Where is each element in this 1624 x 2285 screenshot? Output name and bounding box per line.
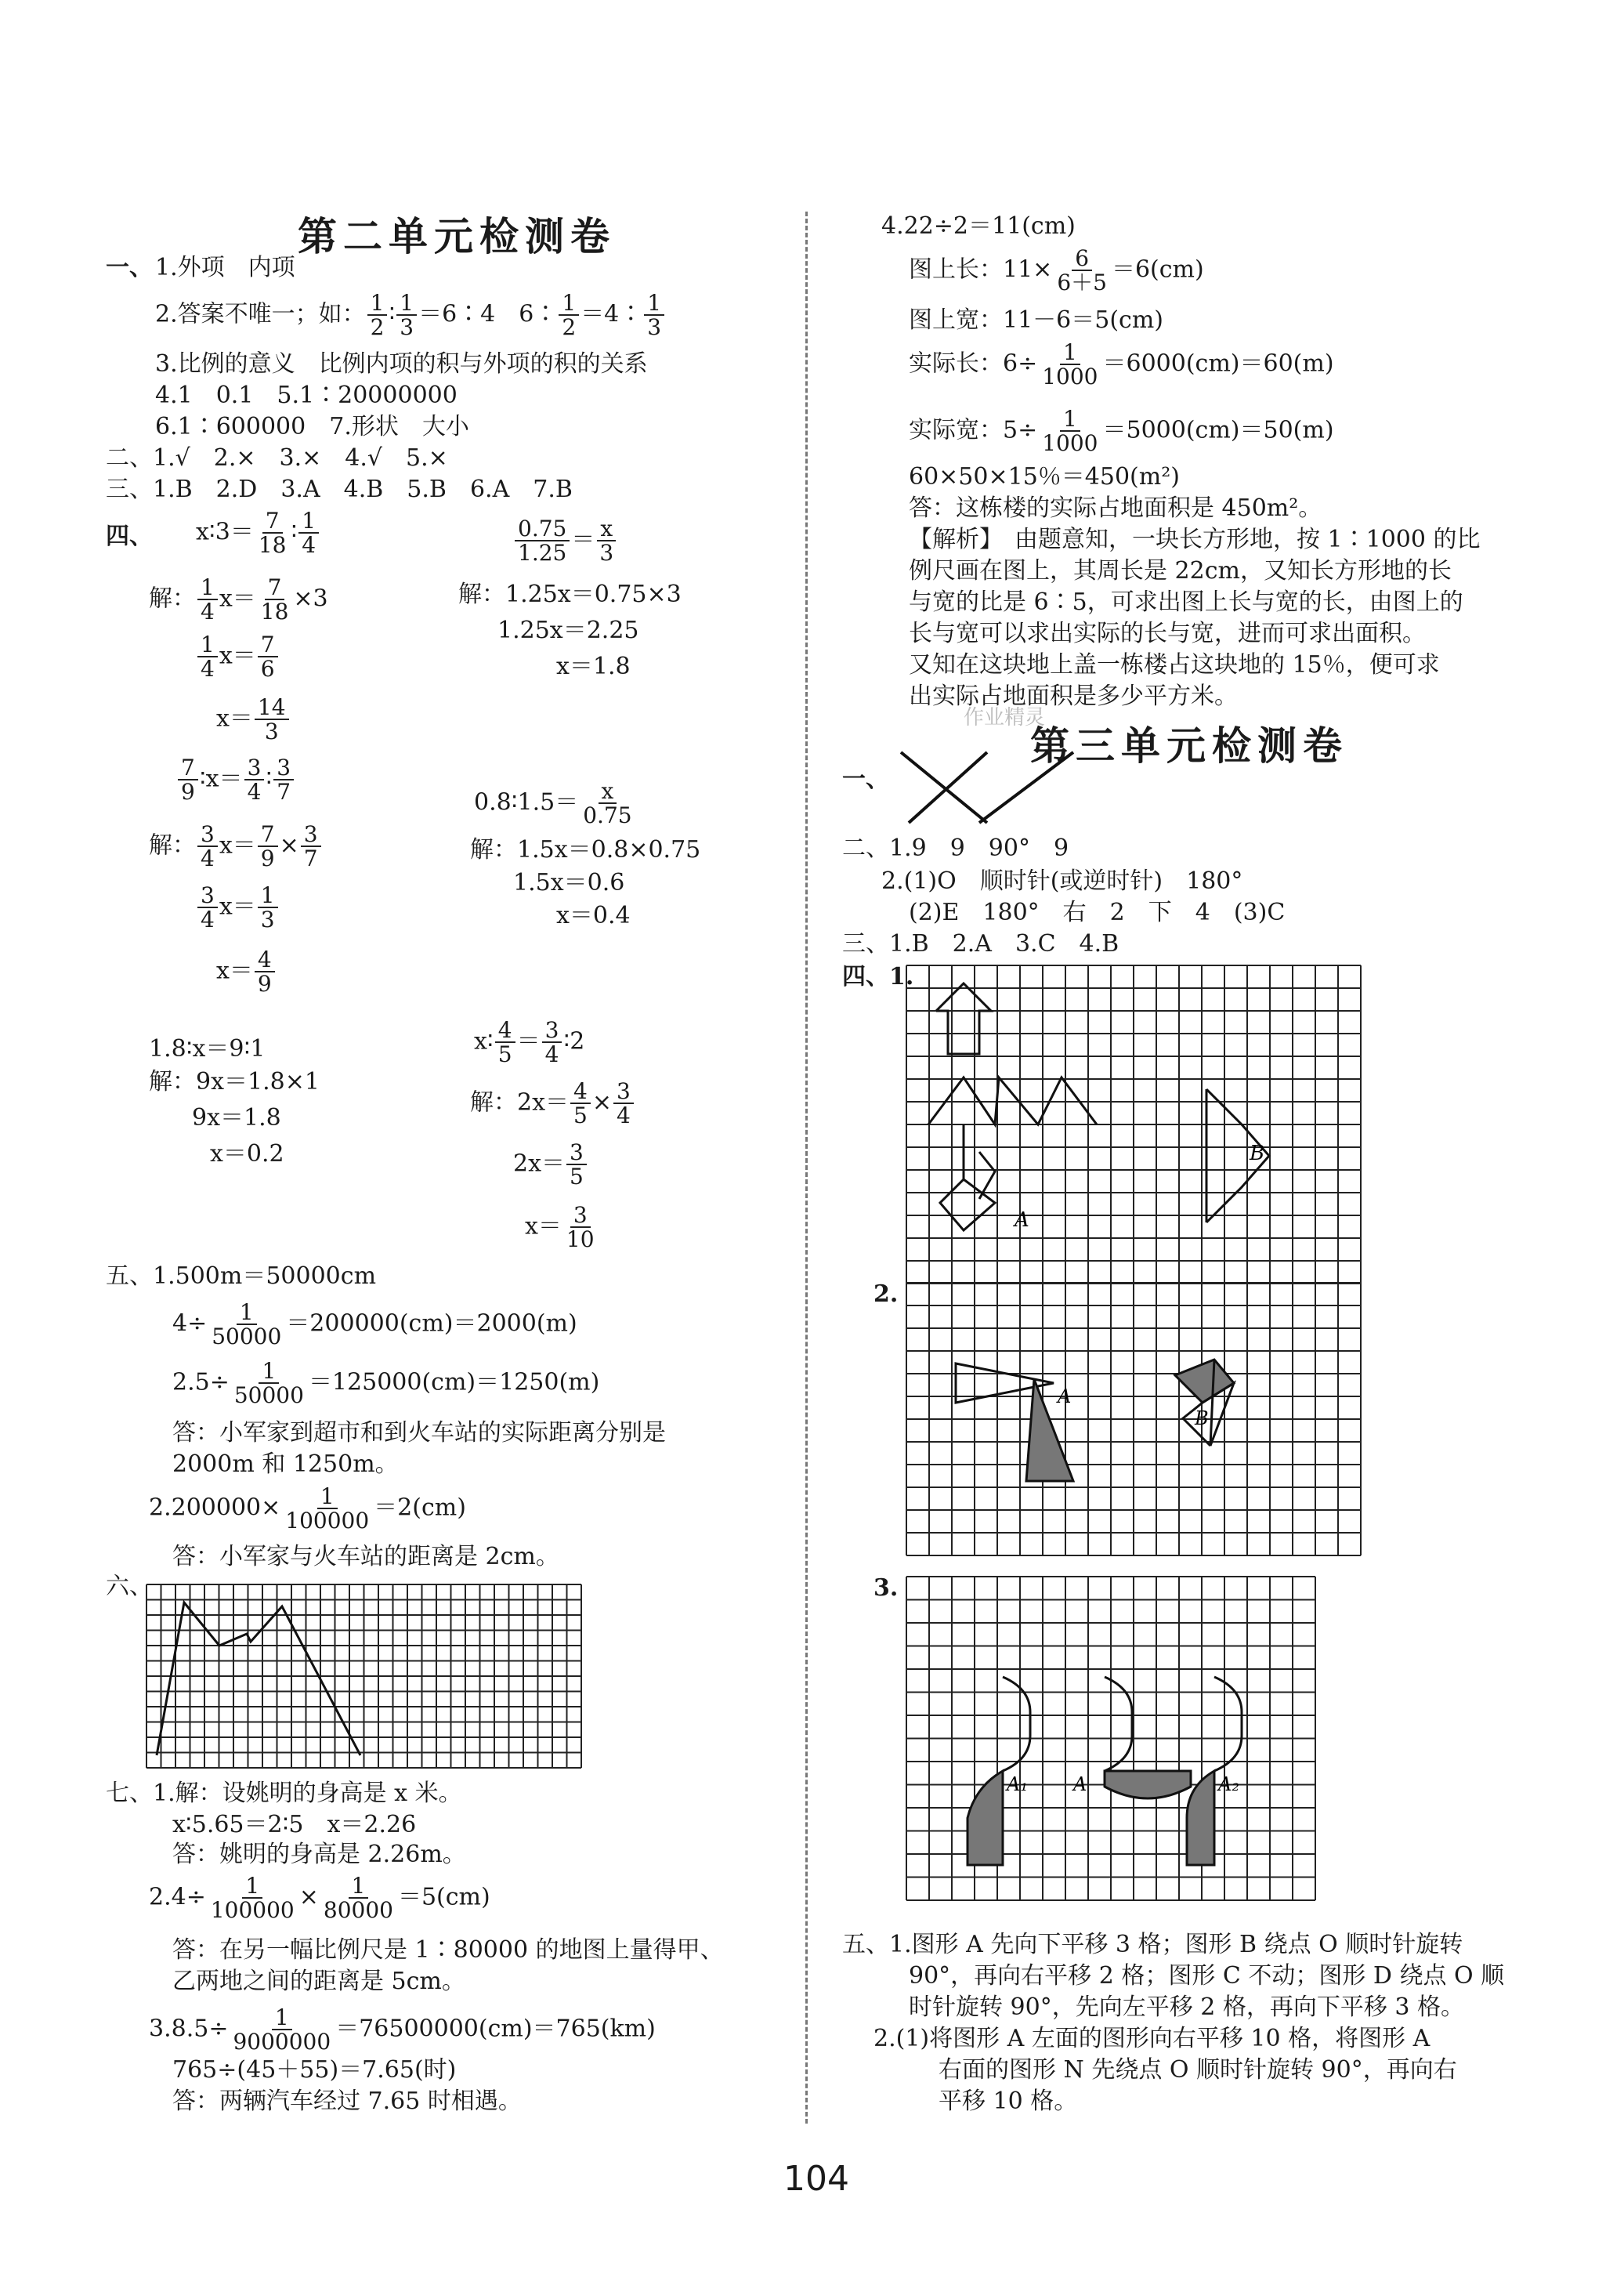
u5-2b: 右面的图形 N 先绕点 O 顺时针旋转 90°，再向右 (939, 2056, 1457, 2084)
s1-2-a: 2.答案不唯一；如： (155, 300, 366, 328)
u4-2-label: 2. (873, 1280, 899, 1308)
u5-2c: 平移 10 格。 (939, 2088, 1078, 2115)
u4-label: 四、1. (842, 963, 914, 990)
q5-s1: 解：9x＝1.8×1 (149, 1068, 320, 1095)
r-real-wid: 实际宽：5÷ $\frac{1}{1000}$ ＝5000(cm)＝50(m) (909, 406, 1334, 457)
q5-s3: x＝0.2 (210, 1140, 284, 1168)
r-area: 60×50×15％＝450(m²) (909, 463, 1180, 491)
r-analysis-3: 与宽的比是 6∶5，可求出图上长与宽的长，由图上的 (909, 588, 1463, 616)
s1-label: 一、 (106, 254, 153, 281)
q3-s2: $\frac{3}{4}$ x＝ $\frac{1}{3}$ (196, 884, 280, 932)
s7-1: 七、1.解：设姚明的身高是 x 米。 (106, 1780, 462, 1807)
s1-2-c: ＝4∶ (581, 300, 643, 328)
r4: 4.22÷2＝11(cm) (881, 212, 1076, 240)
grid-six (145, 1583, 591, 1771)
q1-s1: 解： $\frac{1}{4}$ x＝ $\frac{7}{18}$ ×3 (149, 574, 328, 625)
s7-2-ans2: 乙两地之间的距离是 5cm。 (172, 1968, 465, 1995)
r-analysis-6: 出实际占地面积是多少平方米。 (909, 683, 1238, 710)
grid43-label-a2: A₂ (1218, 1773, 1239, 1795)
grid-six-line (157, 1602, 360, 1755)
q6-s3: x＝ $\frac{3}{10}$ (525, 1202, 595, 1253)
s5-l2: 4÷ $\frac{1}{50000}$ ＝200000(cm)＝2000(m) (172, 1299, 577, 1350)
q4-s1: 解：1.5x＝0.8×0.75 (470, 836, 701, 864)
u1-label: 一、 (842, 766, 889, 793)
u4-3-label: 3. (873, 1574, 899, 1602)
s1-4: 4.1 0.1 5.1∶20000000 (155, 382, 458, 409)
q1-s2: $\frac{1}{4}$ x＝ $\frac{7}{6}$ (196, 633, 280, 681)
s5-ans1: 答：小军家到超市和到火车站的实际距离分别是 (172, 1419, 666, 1447)
watermark: 作业精灵 (964, 706, 1046, 730)
q4-eq: 0.8∶1.5＝ $\frac{x}{0.75}$ (474, 778, 632, 829)
q3-eq: $\frac{7}{9}$ ∶x＝ $\frac{3}{4}$ ∶ $\frac{3}{7}$ (176, 756, 295, 804)
s4-label: 四、 (106, 523, 153, 550)
s7-3-ans: 答：两辆汽车经过 7.65 时相遇。 (172, 2088, 522, 2115)
u2-1: 二、1.9 9 90° 9 (842, 835, 1069, 862)
q1-s3: x＝ $\frac{14}{3}$ (216, 696, 291, 744)
grid43-label-a: A (1073, 1773, 1087, 1795)
u5-1a: 五、1.图形 A 先向下平移 3 格；图形 B 绕点 O 顺时针旋转 (842, 1931, 1463, 1958)
s3: 三、1.B 2.D 3.A 4.B 5.B 6.A 7.B (106, 476, 573, 503)
s5-l3: 2.5÷ $\frac{1}{50000}$ ＝125000(cm)＝1250(m) (172, 1358, 600, 1409)
s5-2-ans: 答：小军家与火车站的距离是 2cm。 (172, 1543, 559, 1570)
q6-s2: 2x＝ $\frac{3}{5}$ (513, 1141, 588, 1189)
s7-2-ans1: 答：在另一幅比例尺是 1∶80000 的地图上量得甲、 (172, 1936, 724, 1964)
s7-1-ans: 答：姚明的身高是 2.26m。 (172, 1841, 466, 1868)
s7-3: 3.8.5÷ $\frac{1}{9000000}$ ＝76500000(cm)＝765(km) (149, 2004, 656, 2055)
grid43-label-a1: A₁ (1007, 1773, 1028, 1795)
s5-1: 五、1.500m＝50000cm (106, 1262, 377, 1290)
grid42-label-b: B (1195, 1407, 1209, 1429)
grid-four-2 (905, 1281, 1367, 1563)
u3: 三、1.B 2.A 3.C 4.B (842, 930, 1119, 958)
s6-label: 六、 (106, 1573, 153, 1600)
r-real-len: 实际长：6÷ $\frac{1}{1000}$ ＝6000(cm)＝60(m) (909, 339, 1334, 390)
u5-1c: 时针旋转 90°，先向左平移 2 格，再向下平移 3 格。 (909, 1993, 1465, 2021)
s2: 二、1.√ 2.× 3.× 4.√ 5.× (106, 444, 448, 472)
grid41-label-a: A (1015, 1208, 1029, 1232)
s5-2: 2.200000× $\frac{1}{100000}$ ＝2(cm) (149, 1483, 466, 1534)
q4-s3: x＝0.4 (556, 902, 631, 929)
s1-6: 6.1∶600000 7.形状 大小 (155, 413, 469, 440)
left-title: 第二单元检测卷 (298, 213, 616, 259)
s7-3c: 765÷(45＋55)＝7.65(时) (172, 2056, 457, 2084)
r-analysis-1: 【解析】 由题意知，一块长方形地，按 1∶1000 的比 (909, 526, 1481, 553)
r-analysis-5: 又知在这块地上盖一栋楼占这块地的 15％，便可求 (909, 651, 1440, 679)
q2-s3: x＝1.8 (556, 653, 631, 680)
q5-eq: 1.8∶x＝9∶1 (149, 1035, 266, 1063)
grid-four-3 (905, 1575, 1320, 1912)
grid41-label-b: B (1250, 1142, 1265, 1165)
q2-s2: 1.25x＝2.25 (497, 617, 639, 644)
q2-s1: 解：1.25x＝0.75×3 (458, 581, 682, 608)
grid42-label-a: A (1058, 1385, 1072, 1407)
s1-2-b: ＝6∶4 6∶ (418, 300, 558, 328)
s1-3: 3.比例的意义 比例内项的积与外项的积的关系 (155, 350, 648, 378)
r-wid: 图上宽：11－6＝5(cm) (909, 306, 1164, 334)
u2-2a: 2.(1)O 顺时针(或逆时针) 180° (881, 867, 1243, 895)
u2-2b: (2)E 180° 右 2 下 4 (3)C (909, 899, 1286, 926)
q3-s1: 解： $\frac{3}{4}$ x＝ $\frac{7}{9}$ × $\frac{3}{7}$ (149, 823, 323, 871)
r-len: 图上长：11× $\frac{6}{6+5}$ ＝6(cm) (909, 245, 1204, 296)
q4-s2: 1.5x＝0.6 (513, 869, 625, 896)
s5-ans2: 2000m 和 1250m。 (172, 1450, 399, 1478)
q5-s2: 9x＝1.8 (192, 1104, 281, 1132)
s7-1b: x∶5.65＝2∶5 x＝2.26 (172, 1811, 417, 1838)
right-title: 第三单元检测卷 (1030, 722, 1348, 769)
q6-s1: 解：2x＝ $\frac{4}{5}$ × $\frac{3}{4}$ (470, 1080, 635, 1128)
s7-2: 2.4÷ $\frac{1}{100000}$ × $\frac{1}{80000}$ ＝5(cm) (149, 1873, 490, 1924)
grid-four-1 (905, 964, 1367, 1285)
column-divider (805, 212, 808, 2124)
r-analysis-4: 长与宽可以求出实际的长与宽，进而可求出面积。 (909, 620, 1426, 647)
u5-2a: 2.(1)将图形 A 左面的图形向右平移 10 格，将图形 A (873, 2025, 1430, 2052)
r-ans: 答：这栋楼的实际占地面积是 450m²。 (909, 494, 1322, 522)
s1-1: 1.外项 内项 (155, 254, 295, 281)
q1-eq: x∶3＝ $\frac{7}{18}$ ∶ $\frac{1}{4}$ (196, 509, 320, 557)
s1-2: 2.答案不唯一；如： $\frac{1}{2}$ ∶ $\frac{1}{3}$ ＝6∶4 6∶ $\frac{1}{2}$ ＝4∶ $\frac{1}{3}$ (155, 292, 666, 339)
r-analysis-2: 例尺画在图上，其周长是 22cm，又知长方形地的长 (909, 557, 1452, 585)
page-number: 104 (783, 2159, 849, 2199)
u5-1b: 90°，再向右平移 2 格；图形 C 不动；图形 D 绕点 O 顺 (909, 1962, 1505, 1990)
q3-s3: x＝ $\frac{4}{9}$ (216, 948, 277, 996)
q6-eq: x∶ $\frac{4}{5}$ ＝ $\frac{3}{4}$ ∶2 (474, 1017, 585, 1068)
matching-lines (893, 744, 1081, 831)
q2-eq: $\frac{0.75}{1.25}$ ＝ $\frac{x}{3}$ (513, 517, 618, 565)
